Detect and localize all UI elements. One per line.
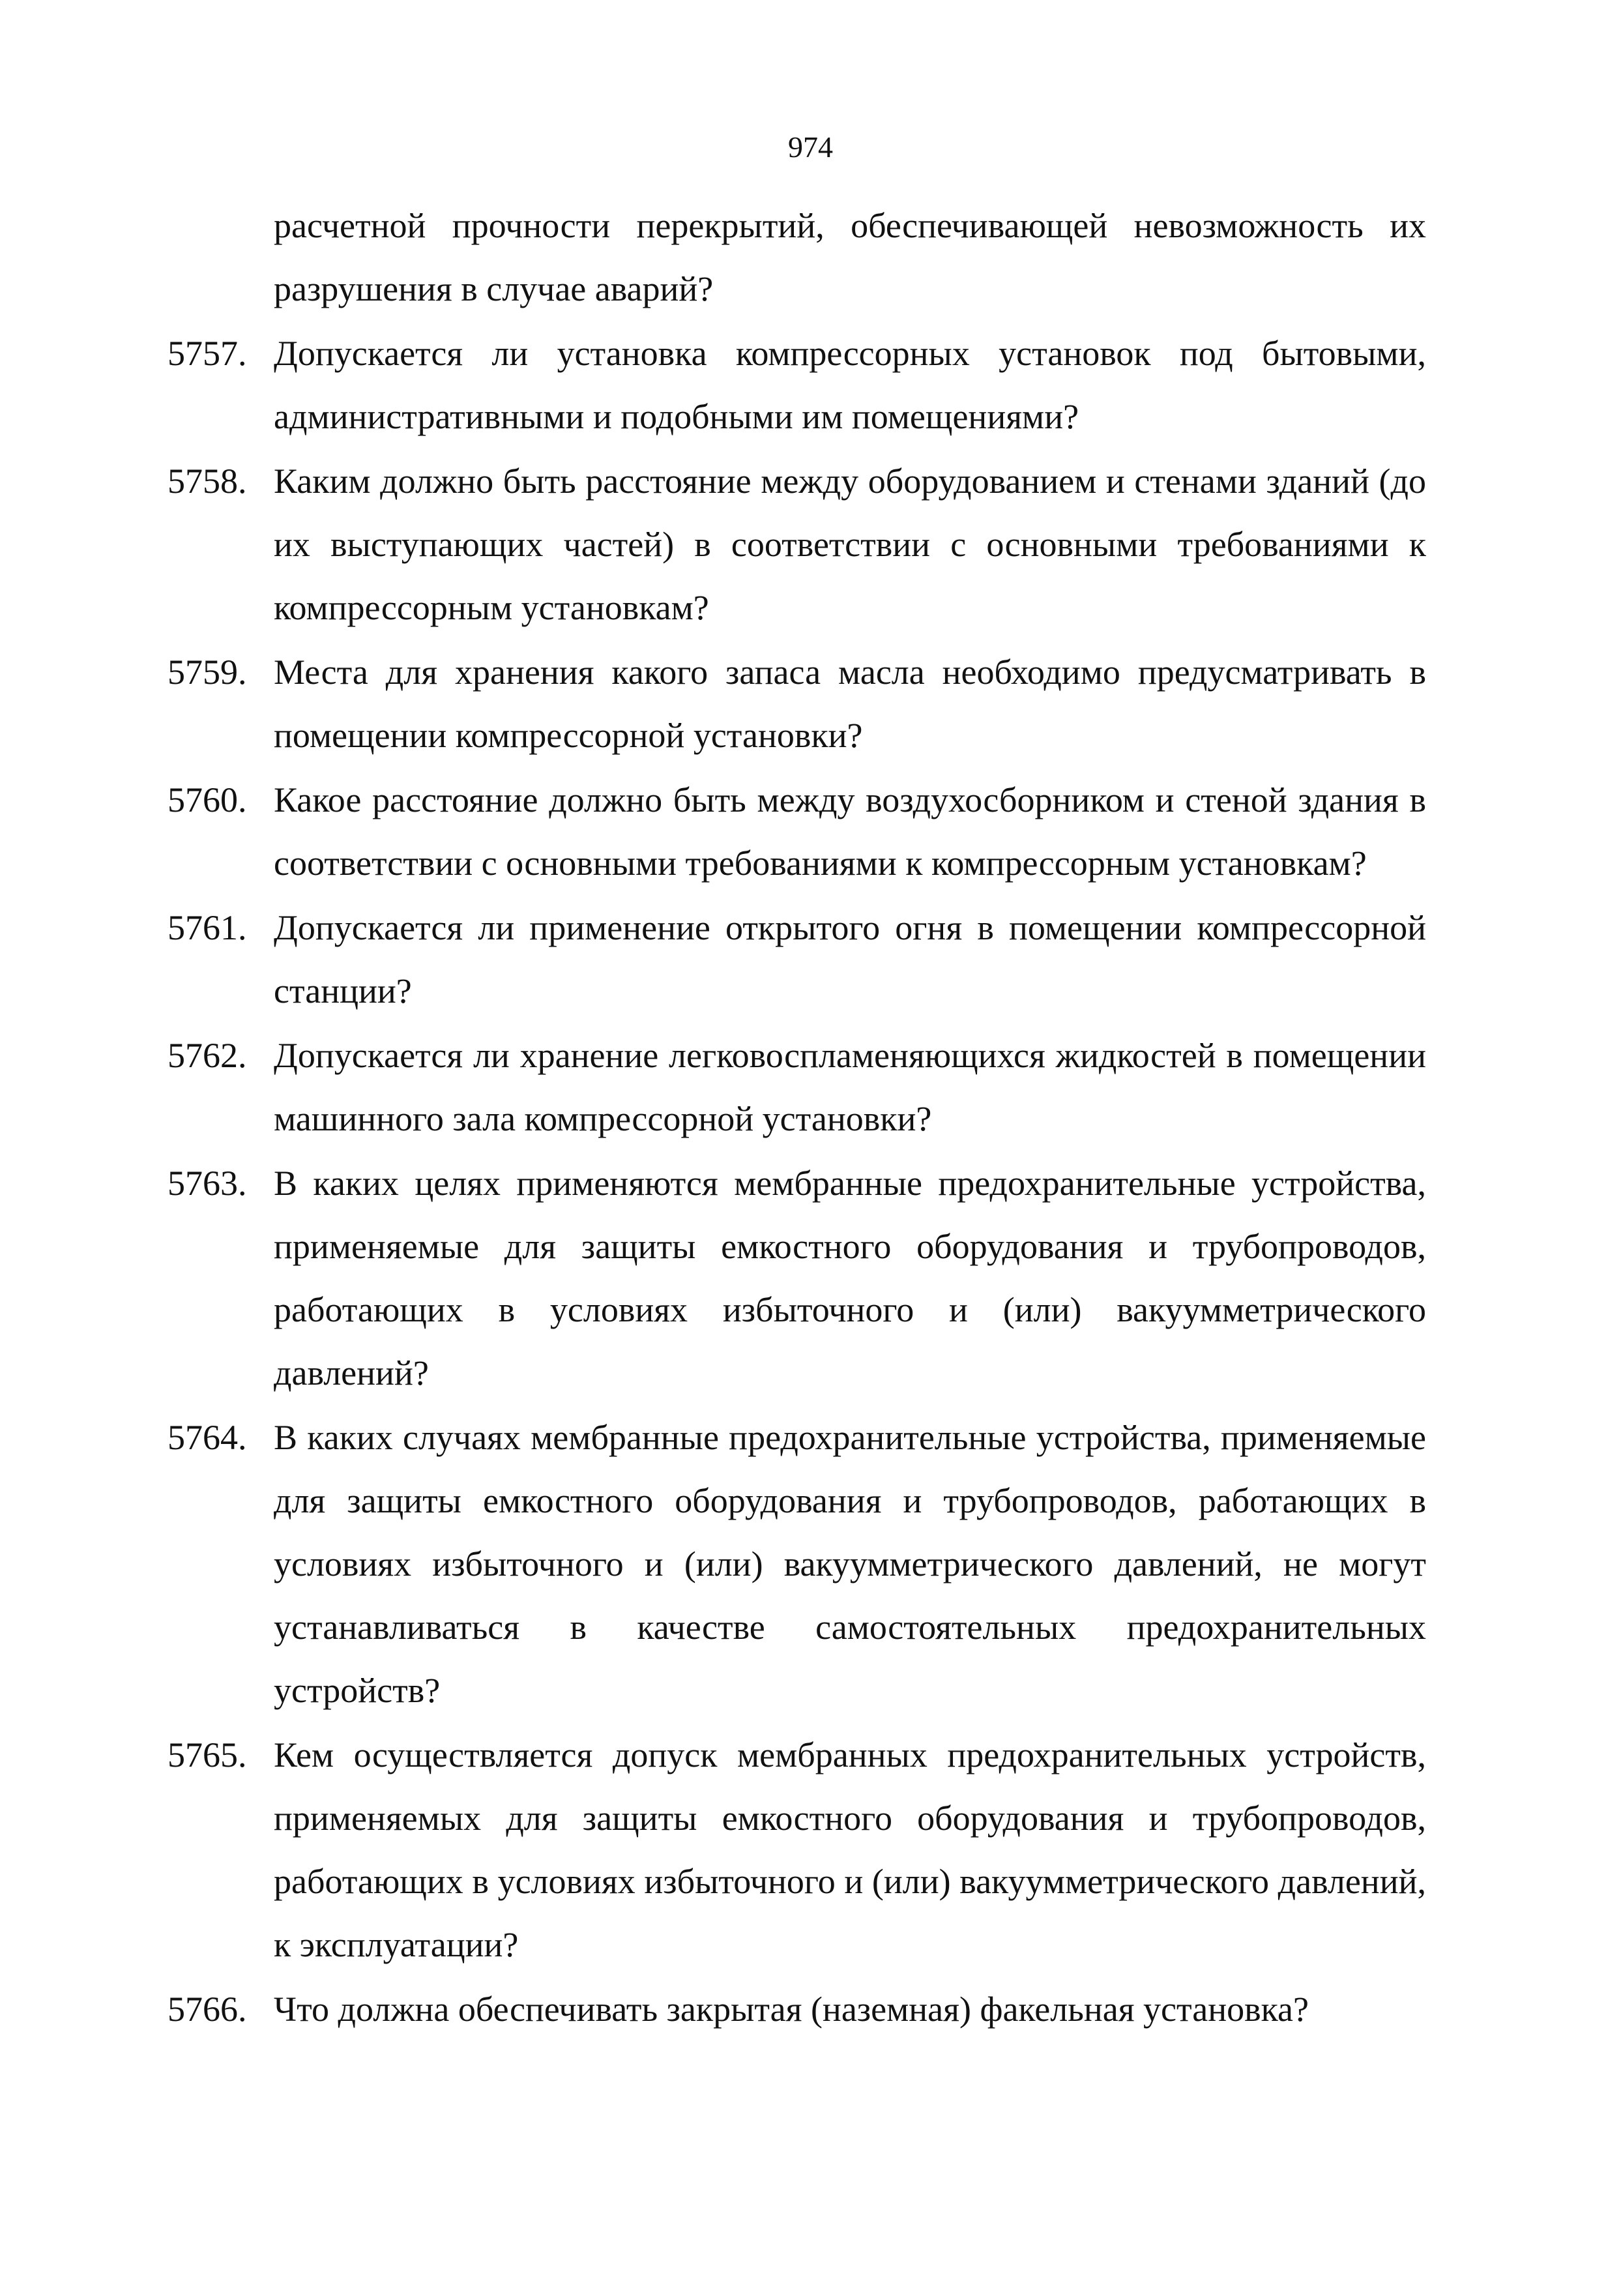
question-text: Что должна обеспечивать закрытая (наземная) факельная установка? <box>274 1990 1309 2029</box>
question-item <box>168 1724 1426 1977</box>
continuation-text: расчетной прочности перекрытий, обеспечивающей невозможность их разрушения в случае аварий? <box>274 206 1426 308</box>
question-item <box>168 1978 1426 2041</box>
question-text: В каких случаях мембранные предохранительные устройства, применяемые для защиты емкостного оборудования и трубопроводов, работающих в условиях избыточного и (или) вакуумметрического давлений, не могут устанавливаться в качестве самостоятельных предохранительных устройств? <box>274 1418 1426 1710</box>
question-item <box>168 641 1426 767</box>
question-number: 5757. <box>168 334 247 373</box>
question-number: 5760. <box>168 780 247 819</box>
question-item <box>168 769 1426 895</box>
question-text: Допускается ли хранение легковоспламеняющихся жидкостей в помещении машинного зала компрессорной установки? <box>274 1036 1426 1138</box>
question-text: Кем осуществляется допуск мембранных предохранительных устройств, применяемых для защиты емкостного оборудования и трубопроводов, работающих в условиях избыточного и (или) вакуумметрического давлений, к эксплуатации? <box>274 1735 1426 1964</box>
question-text: В каких целях применяются мембранные предохранительные устройства, применяемые для защиты емкостного оборудования и трубопроводов, работающих в условиях избыточного и (или) вакуумметрического давлений? <box>274 1164 1426 1392</box>
question-item <box>168 450 1426 640</box>
page-number: 974 <box>788 130 833 164</box>
question-number: 5764. <box>168 1418 247 1457</box>
question-number: 5759. <box>168 653 247 692</box>
question-number: 5765. <box>168 1735 247 1774</box>
question-list <box>168 194 1426 2042</box>
question-text: Какое расстояние должно быть между воздухосборником и стеной здания в соответствии с основными требованиями к компрессорным установкам? <box>274 780 1426 883</box>
question-text: Каким должно быть расстояние между оборудованием и стенами зданий (до их выступающих частей) в соответствии с основными требованиями к компрессорным установкам? <box>274 462 1426 627</box>
question-number: 5766. <box>168 1990 247 2029</box>
question-number: 5762. <box>168 1036 247 1075</box>
question-item <box>168 322 1426 449</box>
question-item <box>168 1406 1426 1722</box>
question-item <box>168 1024 1426 1151</box>
question-text: Допускается ли применение открытого огня в помещении компрессорной станции? <box>274 908 1426 1010</box>
question-number: 5758. <box>168 462 247 501</box>
question-text: Места для хранения какого запаса масла необходимо предусматривать в помещении компрессорной установки? <box>274 653 1426 755</box>
question-number: 5763. <box>168 1164 247 1203</box>
continuation-paragraph <box>274 194 1426 321</box>
question-item <box>168 896 1426 1023</box>
question-item <box>168 1152 1426 1405</box>
question-text: Допускается ли установка компрессорных установок под бытовыми, административными и подобными им помещениями? <box>274 334 1426 436</box>
question-number: 5761. <box>168 908 247 947</box>
